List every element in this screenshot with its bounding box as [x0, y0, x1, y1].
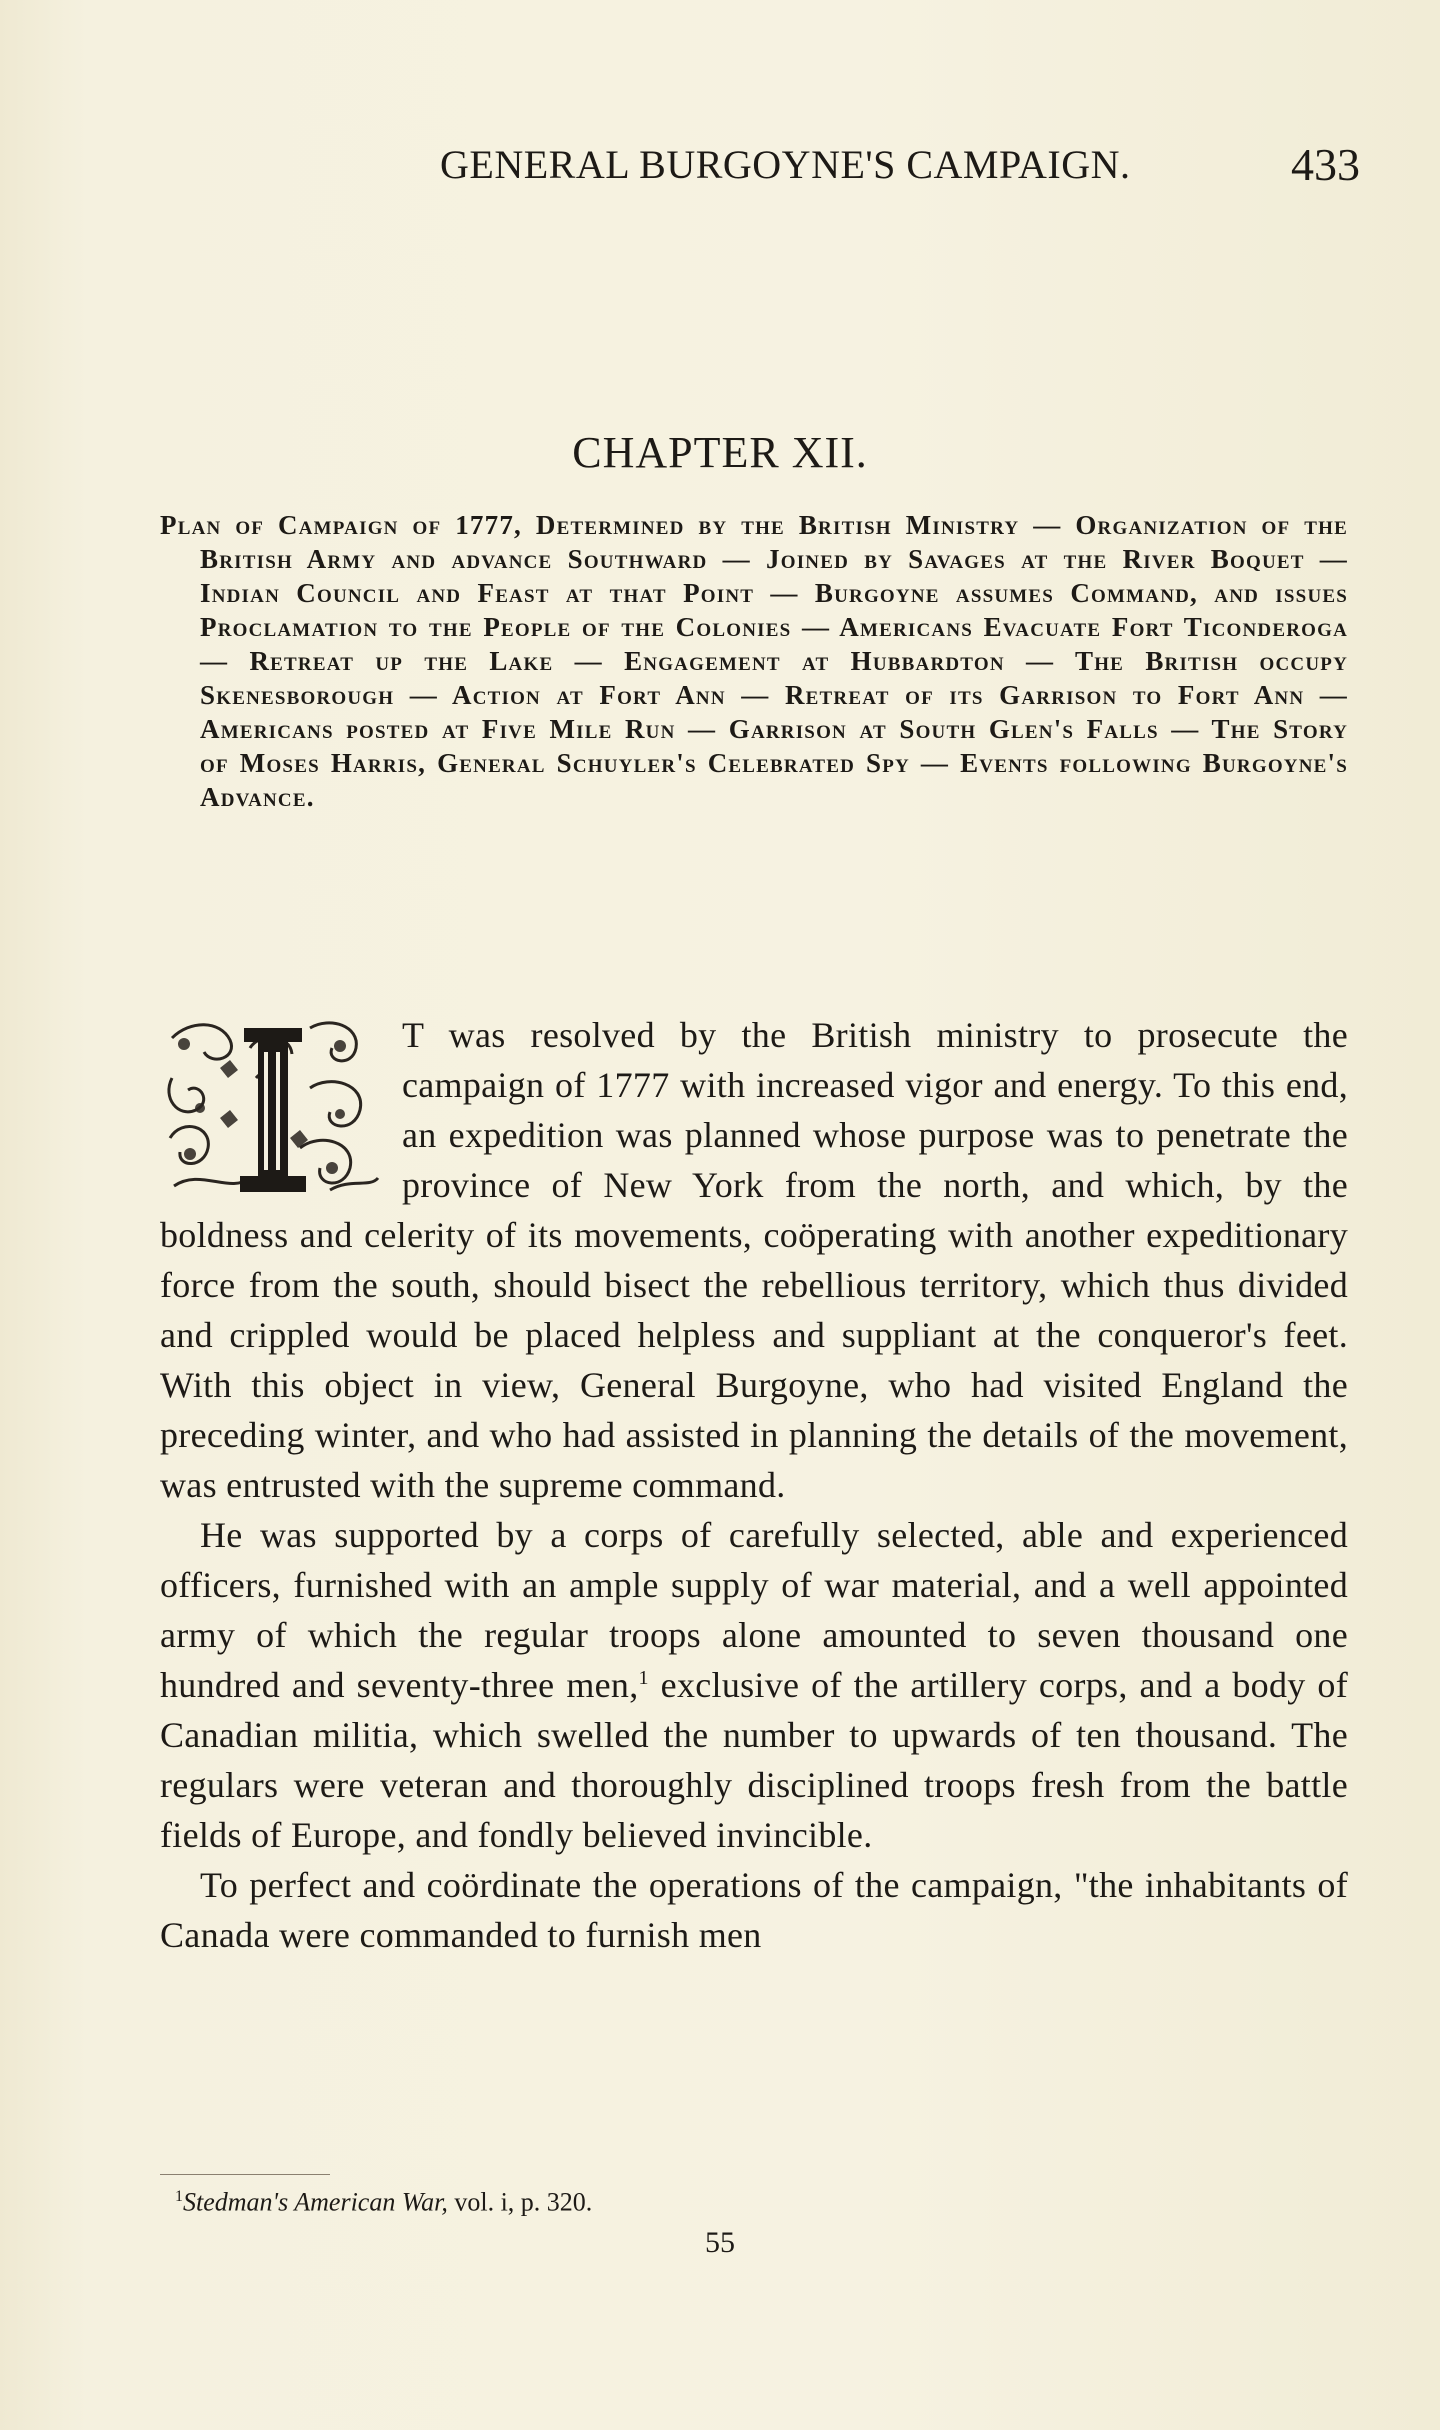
- footnote-citation: vol. i, p. 320.: [447, 2187, 593, 2217]
- chapter-synopsis: [160, 508, 1348, 814]
- drop-cap-ornament: [160, 1018, 388, 1204]
- running-head: [0, 140, 1360, 200]
- signature-mark: 55: [705, 2226, 735, 2259]
- paragraph-3-text: To perfect and coördinate the operations of the campaign, "the inhabitants of Canada were commanded to furnish men: [160, 1865, 1348, 1955]
- running-title: GENERAL BURGOYNE'S CAMPAIGN.: [440, 142, 1131, 187]
- footnote-title: Stedman's American War,: [183, 2187, 448, 2217]
- paragraph-1-text: T was resolved by the British ministry to prosecute the campaign of 1777 with increased vigor and energy. To this end, an expedition was planned whose purpose was to penetrate the province of New York from the north, and which, by the boldness and celerity of its movements, coöperating with another expeditionary force from the south, should bisect the rebellious territory, which thus divided and crippled would be placed helpless and suppliant at the conqueror's feet. With this object in view, General Burgoyne, who had visited England the preceding winter, and who had assisted in planning the details of the movement, was entrusted with the supreme command.: [160, 1015, 1348, 1505]
- body-text: [160, 1010, 1348, 1960]
- chapter-synopsis-text: Plan of Campaign of 1777, Determined by the British Ministry — Organization of the British Army and advance Southward — Joined by Savages at the River Boquet — Indian Council and Feast at that Point — Burgoyne assumes Command, and issues Proclamation to the People of the Colonies — Americans Evacuate Fort Ticonderoga — Retreat up the Lake — Engagement at Hubbardton — The British occupy Skenesborough — Action at Fort Ann — Retreat of its Garrison to Fort Ann — Americans posted at Five Mile Run — Garrison at South Glen's Falls — The Story of Moses Harris, General Schuyler's Celebrated Spy — Events following Burgoyne's Advance.: [160, 510, 1348, 812]
- footnote-reference[interactable]: 1: [638, 1667, 649, 1689]
- chapter-title: CHAPTER XII.: [572, 428, 868, 477]
- paragraph-3: [160, 1860, 1348, 1960]
- paragraph-1: [160, 1010, 1348, 1510]
- paragraph-2-text-a: He was supported by a corps of carefully selected, able and experienced officers, furnished with an ample supply of war material, and a well appointed army of which the regular troops alone amounted to seven thousand one hundred and seventy-three men,: [160, 1515, 1348, 1705]
- paragraph-2-text-b: exclusive of the artillery corps, and a body of Canadian militia, which swelled the number to upwards of ten thousand. The regulars were veteran and thoroughly disciplined troops fresh from the battle fields of Europe, and fondly believed invincible.: [160, 1665, 1348, 1855]
- paragraph-2: [160, 1510, 1348, 1860]
- footnote-mark: 1: [175, 2188, 183, 2205]
- footnote-divider: [160, 2174, 330, 2175]
- footnote: [175, 2180, 592, 2220]
- page-number: 433: [1291, 139, 1360, 190]
- ornamental-initial-icon: [160, 1018, 388, 1204]
